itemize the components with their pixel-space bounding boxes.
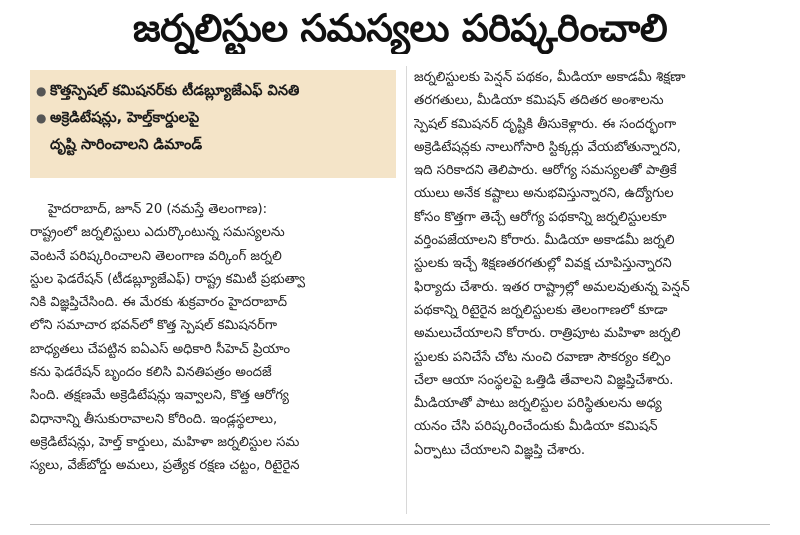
article-line: పథకాన్ని రిటైరైన జర్నలిస్టులకు తెలంగాణలో కూడా	[414, 302, 668, 318]
column-divider	[406, 66, 407, 514]
article-line: తరగతులు, మీడియా కమిషన్ తదితర అంశాలను	[414, 93, 664, 109]
right-column	[414, 66, 774, 462]
article-line: హైదరాబాద్, జూన్ 20 (నమస్తే తెలంగాణ):	[48, 202, 268, 217]
article-line: బాధ్యతలు చేపట్టిన ఐఏఎస్ అధికారి సీహెచ్ ప్రియాం	[30, 341, 291, 357]
article-line: అక్రెడిటేషన్లకు నాలుగోసారి స్టిక్కర్లు వేయబోతున్నారని,	[414, 139, 681, 155]
headline: జర్నలిస్టుల సమస్యలు పరిష్కరించాలి	[132, 6, 668, 50]
bullet-icon: ●	[36, 111, 47, 125]
article-line: వర్తింపజేయాలని కోరారు. మీడియా అకాడమీ జర్నలి	[414, 233, 675, 249]
article-line: స్టులకు పనిచేసే చోట నుంచి రవాణా సౌకర్యం కల్పిం	[414, 349, 671, 365]
article-line: రాష్ట్రంలో జర్నలిస్టులు ఎదుర్కొంటున్న సమస్యలను	[30, 225, 285, 241]
article-line: స్టులకు ఇచ్చే శిక్షణతరగతుల్లో వివక్ష చూపిస్తున్నారని	[414, 256, 672, 272]
article-line: స్టుల ఫెడరేషన్ (టీడబ్ల్యూజేఎఫ్) రాష్ట్ర కమిటీ ప్రభుత్వా	[30, 271, 306, 287]
article-line: జర్నలిస్టులకు పెన్షన్ పథకం, మీడియా అకాడమీ శిక్షణా	[414, 70, 686, 85]
article-line: ఇది సరికాదని తెలిపారు. ఆరోగ్య సమస్యలతో పాత్రికే	[414, 163, 677, 179]
article-line: నికి విజ్ఞప్తిచేసింది. ఈ మేరకు శుక్రవారం హైదరాబాద్	[30, 295, 288, 311]
article-line: కను ఫెడరేషన్ బృందం కలిసి వినతిపత్రం అందజే	[30, 365, 272, 381]
left-column	[30, 198, 400, 478]
bottom-rule	[30, 524, 770, 525]
article-line: మీడియాతో పాటు జర్నలిస్టుల పరిస్థితులను అధ్య	[414, 396, 662, 412]
bullet-icon: ●	[36, 84, 47, 98]
article-line: కోసం కొత్తగా తెచ్చే ఆరోగ్య పథకాన్ని జర్నలిస్టులకూ	[414, 209, 667, 225]
article-line: అమలుచేయాలని కోరారు. రాత్రిపూట మహిళా జర్నలి	[414, 326, 681, 342]
article-line: స్పెషల్ కమిషనర్ దృష్టికి తీసుకెళ్లారు. ఈ సందర్భంగా	[414, 116, 677, 132]
article-line: ఫిర్యాదు చేశారు. ఇతర రాష్ట్రాల్లో అమలవుతున్న పెన్షన్	[414, 279, 690, 295]
article-line: విధానాన్ని తీసుకురావాలని కోరింది. ఇండ్లస్థలాలు,	[30, 411, 278, 427]
article-line: యులు అనేక కష్టాలు అనుభవిస్తున్నారని, ఉద్యోగుల	[414, 186, 674, 202]
highlight-item-2	[36, 105, 388, 132]
article-line: ఏర్పాటు చేయాలని విజ్ఞప్తి చేశారు.	[414, 442, 586, 458]
highlight-text-2: అక్రెడిటేషన్లు, హెల్త్‌కార్డులపై	[50, 110, 200, 126]
article-line: చేలా ఆయా సంస్థలపై ఒత్తిడి తేవాలని విజ్ఞప్తిచేశారు.	[414, 372, 674, 388]
article-line: స్యలు, వేజ్‌బోర్డు అమలు, ప్రత్యేక రక్షణ చట్టం, రిటైరైన	[30, 458, 300, 474]
highlight-box	[30, 70, 396, 178]
article-line: లోని సమాచార భవన్‌లో కొత్త స్పెషల్ కమిషనర్‌గా	[30, 318, 278, 334]
highlight-text-1: కొత్తస్పెషల్ కమిషనర్‌కు టీడబ్ల్యూజేఎఫ్ వినతి	[50, 83, 300, 99]
article-line: అక్రెడిటేషన్లు, హెల్త్ కార్డులు, మహిళా జర్నలిస్టుల సమ	[30, 434, 300, 450]
article-line: యనం చేసి పరిష్కరించేందుకు మీడియా కమిషన్	[414, 419, 658, 435]
article-line: సింది. తక్షణమే అక్రెడిటేషన్లు ఇవ్వాలని, కొత్త ఆరోగ్య	[30, 388, 289, 404]
highlight-text-2-cont: దృష్టి సారించాలని డిమాండ్	[50, 137, 203, 153]
article-line: వెంటనే పరిష్కరించాలని తెలంగాణ వర్కింగ్ జర్నలి	[30, 248, 282, 264]
highlight-item-1	[36, 78, 388, 105]
